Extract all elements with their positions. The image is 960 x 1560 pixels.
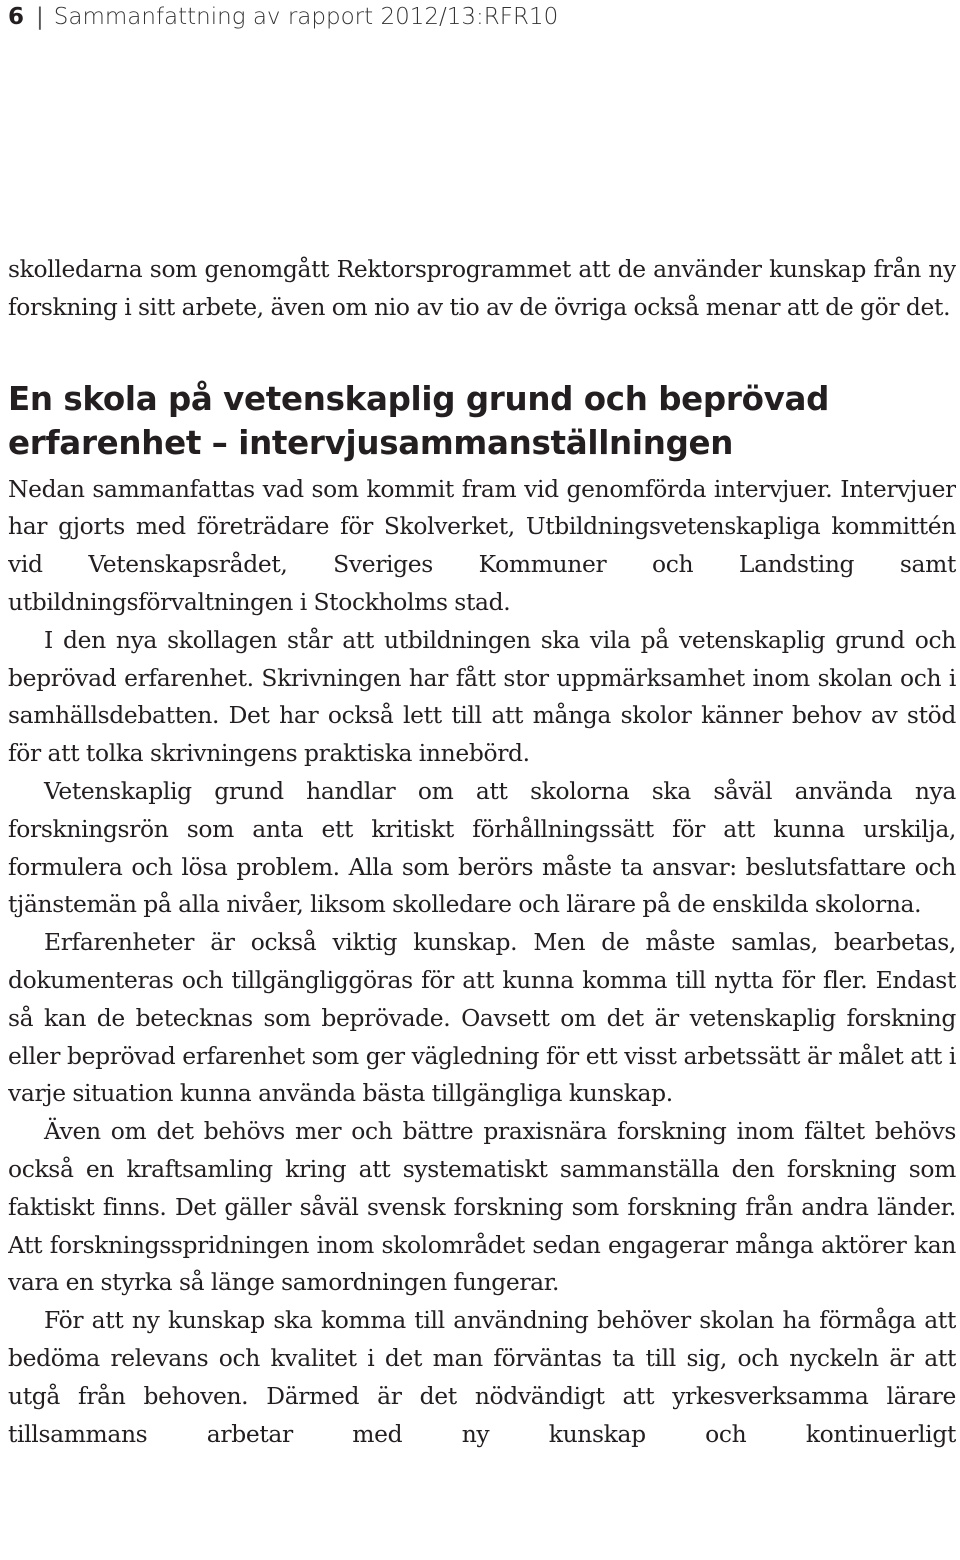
intro-paragraph: skolledarna som genomgått Rektorsprogrammet att de använder kunskap från ny forskning i sitt arbete, även om nio av tio av de övriga också menar att de gör det. bbox=[8, 255, 956, 321]
document-page bbox=[8, 0, 956, 1560]
section-heading-line-1: En skola på vetenskaplig grund och beprövad bbox=[8, 379, 830, 418]
document-title: Sammanfattning av rapport 2012/13:RFR10 bbox=[53, 4, 559, 30]
header-separator: | bbox=[36, 4, 44, 30]
paragraph-scientific-basis: Vetenskaplig grund handlar om att skolorna ska såväl använda nya forskningsrön som anta ett kritiskt förhållningssätt för att kunna urskilja, formulera och lösa problem. Alla som berörs måste ta ansvar: beslutsfattare och tjänstemän på alla nivåer, liksom skolledare och lärare på de enskilda skolorna. bbox=[8, 776, 956, 919]
paragraph-new-knowledge: För att ny kunskap ska komma till användning behöver skolan ha förmåga att bedöma relevans och kvalitet i det man förväntas ta till sig, och nyckeln är att utgå från behoven. Därmed är det nödvändigt att yrkesverksamma lärare tillsammans arbetar med ny kunskap och kontinuerligt bbox=[8, 1306, 956, 1448]
paragraph-experience: Erfarenheter är också viktig kunskap. Men de måste samlas, bearbetas, dokumenteras och tillgängliggöras för att kunna komma till nytta för fler. Endast så kan de betecknas som beprövade. Oavsett om det är vetenskaplig forskning eller beprövad erfarenhet som ger vägledning för ett visst arbetssätt är målet att i varje situation kunna använda bästa tillgängliga kunskap. bbox=[8, 928, 956, 1108]
paragraph-interviews: Nedan sammanfattas vad som kommit fram vid genomförda intervjuer. Intervjuer har gjorts med företrädare för Skolverket, Utbildningsvetenskapliga kommittén vid Vetenskapsrådet, Sveriges Kommuner och Landsting samt utbildningsförvaltningen i Stockholms stad. bbox=[8, 474, 956, 616]
paragraph-school-law: I den nya skollagen står att utbildningen ska vila på vetenskaplig grund och beprövad erfarenhet. Skrivningen har fått stor uppmärksamhet inom skolan och i samhällsdebatten. Det har också lett till att många skolor känner behov av stöd för att tolka skrivningens praktiska innebörd. bbox=[8, 625, 956, 768]
body-text bbox=[8, 251, 956, 1453]
page-number: 6 bbox=[8, 4, 25, 30]
section-heading-line-2: erfarenhet – intervjusammanställningen bbox=[8, 423, 734, 462]
running-header bbox=[8, 2, 558, 32]
paragraph-research-needs: Även om det behövs mer och bättre praxisnära forskning inom fältet behövs också en kraftsamling kring att systematiskt sammanställa den forskning som faktiskt finns. Det gäller såväl svensk forskning som forskning från andra länder. Att forskningsspridningen inom skolområdet sedan engagerar många aktörer kan vara en styrka så länge samordningen fungerar. bbox=[8, 1117, 956, 1297]
section-heading bbox=[8, 377, 956, 465]
